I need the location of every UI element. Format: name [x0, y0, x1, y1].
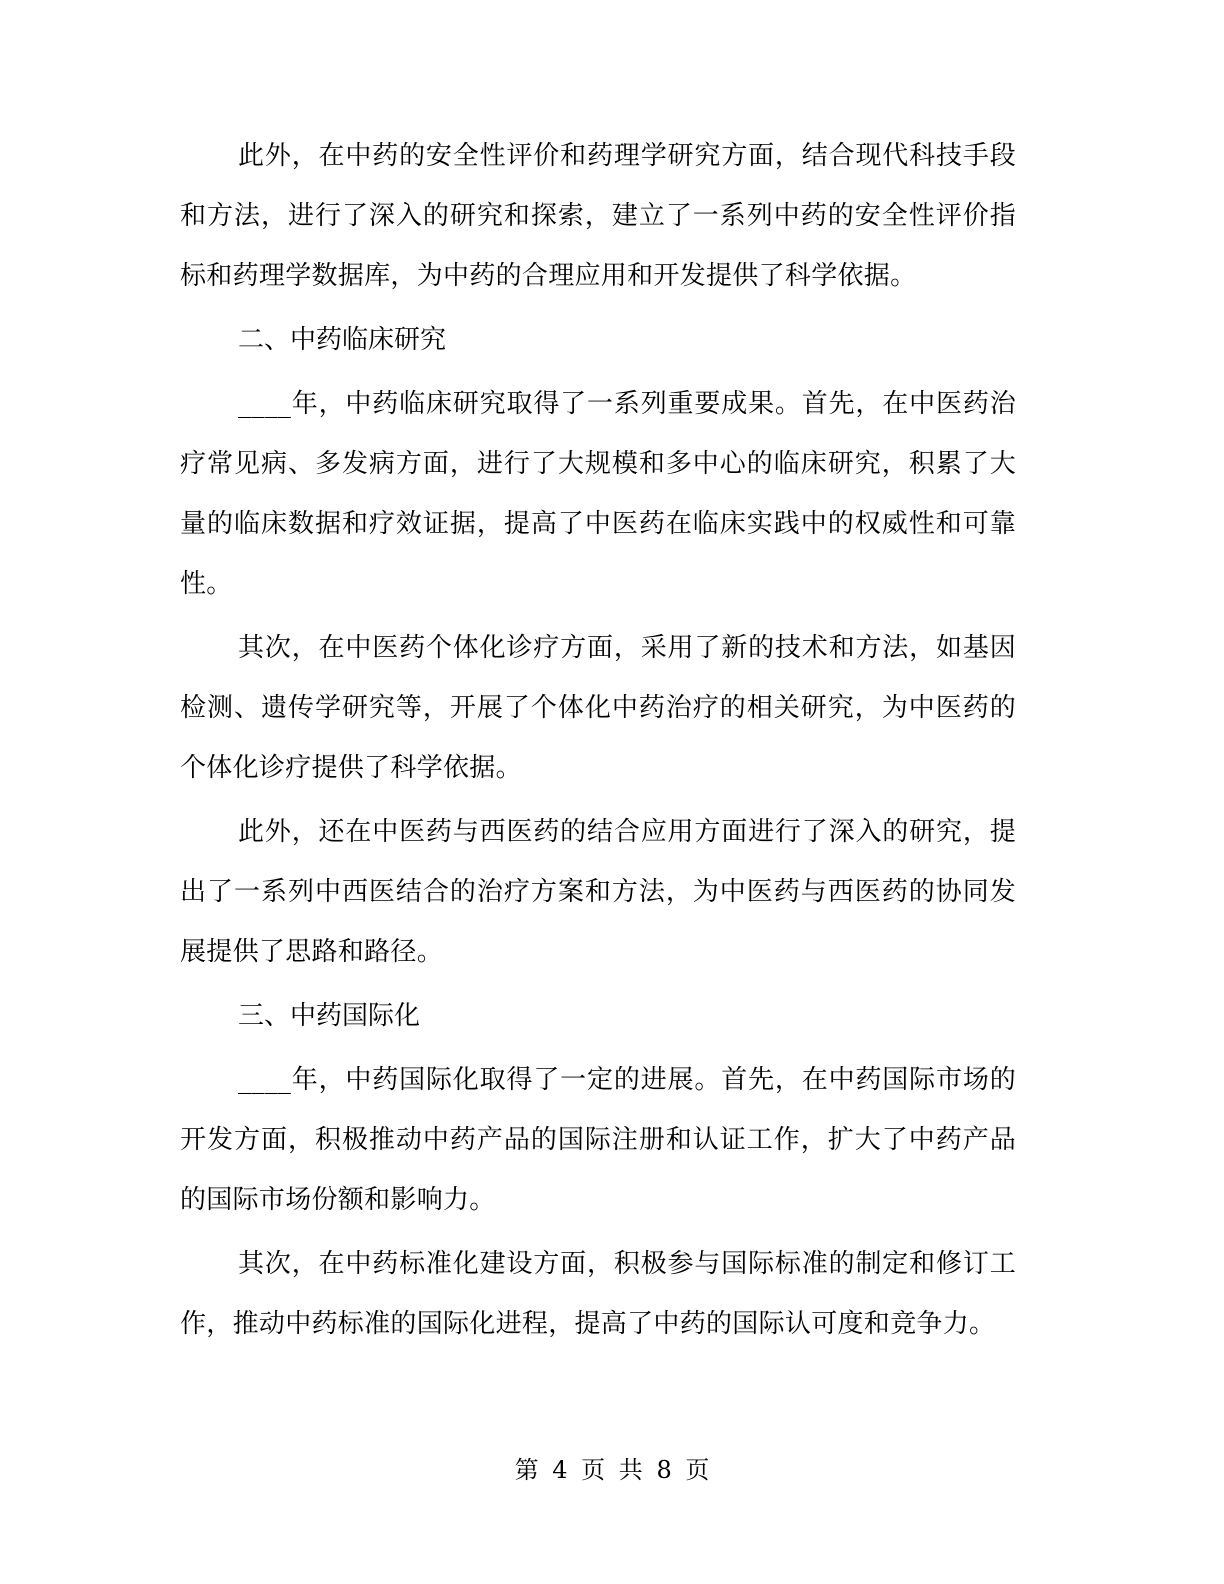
paragraph-standardization: 其次，在中药标准化建设方面，积极参与国际标准的制定和修订工作，推动中药标准的国际化进程，提高了中药的国际认可度和竞争力。: [180, 1249, 1016, 1339]
paragraph-individualized-treatment: 其次，在中医药个体化诊疗方面，采用了新的技术和方法，如基因检测、遗传学研究等，开展了个体化中药治疗的相关研究，为中医药的个体化诊疗提供了科学依据。: [180, 633, 1016, 783]
document-body: [180, 126, 1016, 1358]
section-heading-internationalization: 三、中药国际化: [238, 1001, 421, 1031]
section-heading-clinical-research: 二、中药临床研究: [238, 325, 447, 355]
page-number-footer: 第 4 页 共 8 页: [514, 1456, 710, 1484]
paragraph-safety-pharmacology: 此外，在中药的安全性评价和药理学研究方面，结合现代科技手段和方法，进行了深入的研究和探索，建立了一系列中药的安全性评价指标和药理学数据库，为中药的合理应用和开发提供了科学依据。: [180, 141, 1016, 291]
paragraph-integrated-medicine: 此外，还在中医药与西医药的结合应用方面进行了深入的研究，提出了一系列中西医结合的治疗方案和方法，为中医药与西医药的协同发展提供了思路和路径。: [180, 817, 1016, 967]
paragraph-clinical-results: ____年，中药临床研究取得了一系列重要成果。首先，在中医药治疗常见病、多发病方面，进行了大规模和多中心的临床研究，积累了大量的临床数据和疗效证据，提高了中医药在临床实践中的权威性和可靠性。: [180, 389, 1016, 599]
paragraph-international-market: ____年，中药国际化取得了一定的进展。首先，在中药国际市场的开发方面，积极推动中药产品的国际注册和认证工作，扩大了中药产品的国际市场份额和影响力。: [180, 1065, 1016, 1215]
